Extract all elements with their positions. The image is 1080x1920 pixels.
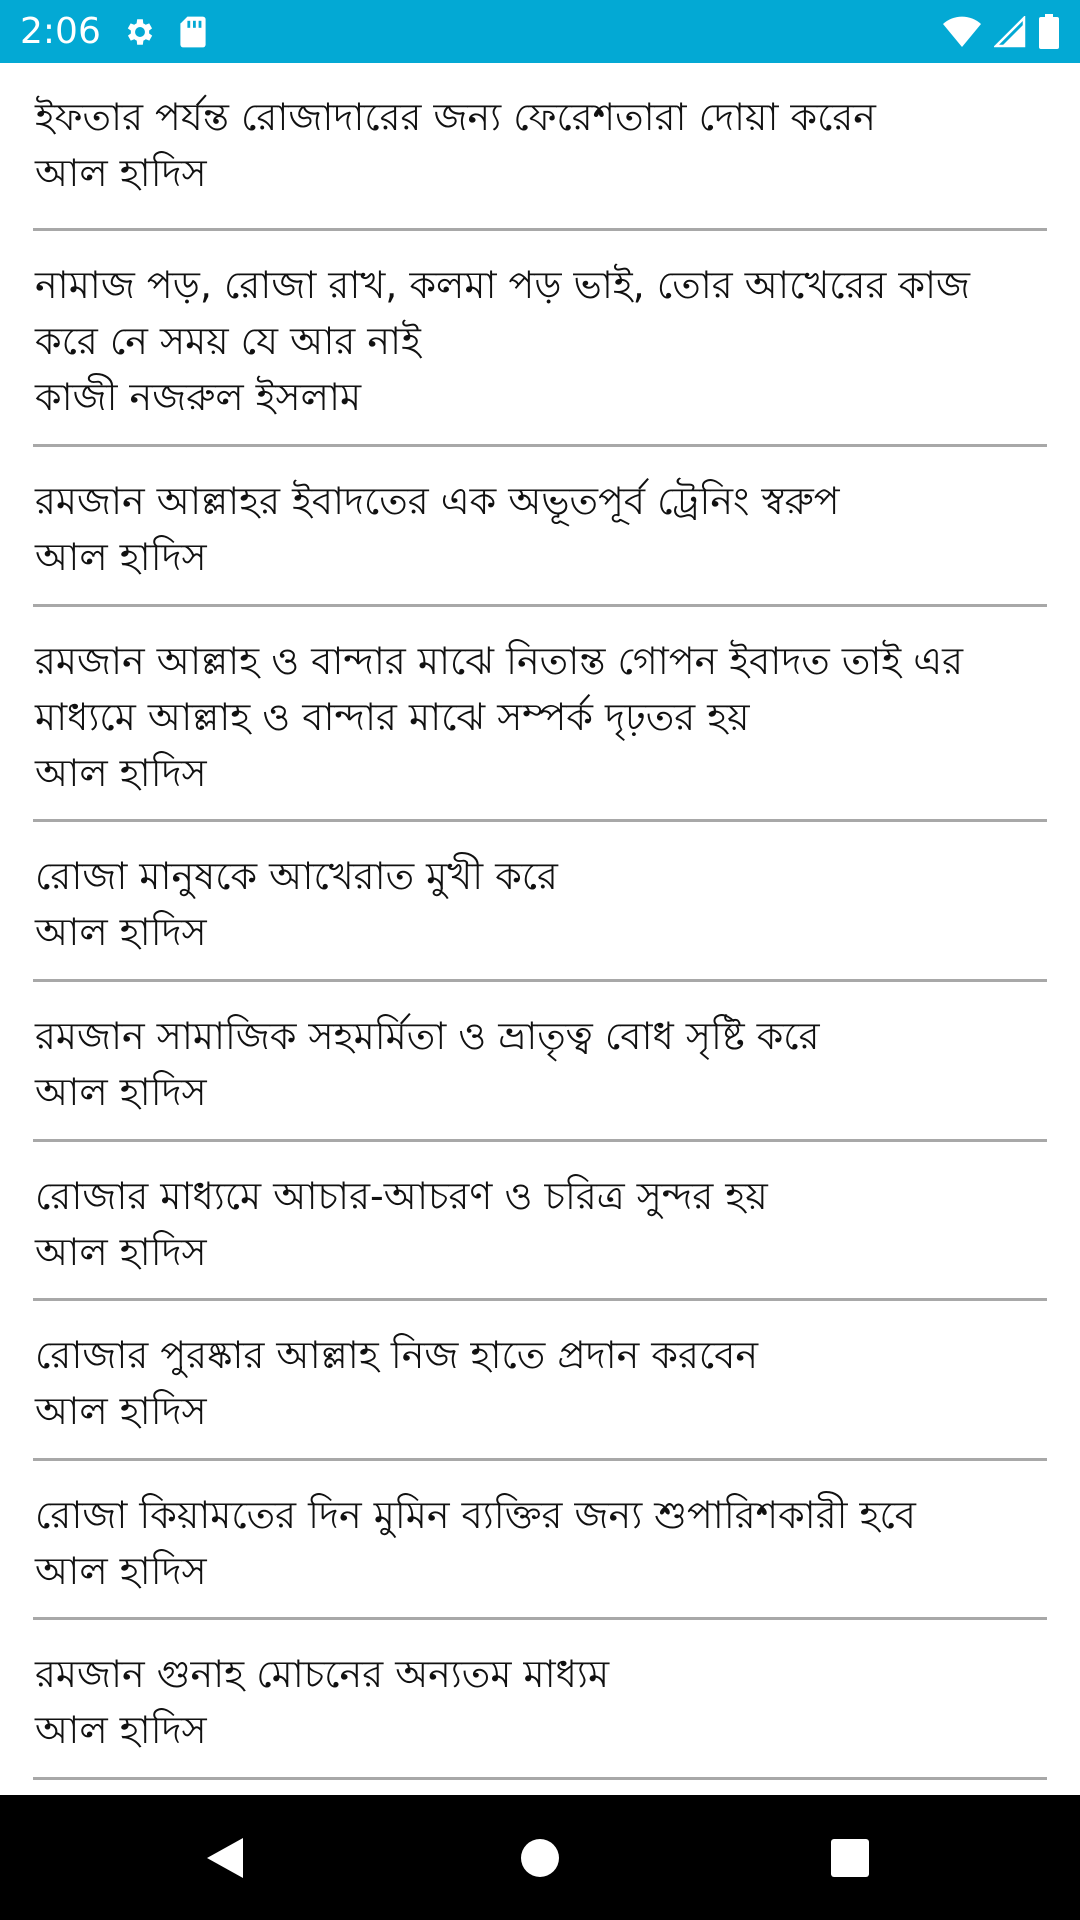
quote-author: কাজী নজরুল ইসলাম — [35, 375, 362, 419]
list-item[interactable] — [33, 607, 1047, 822]
status-left — [20, 0, 229, 63]
status-right — [930, 0, 1060, 63]
home-icon — [519, 1837, 561, 1879]
list-item[interactable] — [33, 1620, 1047, 1780]
list-item[interactable] — [33, 982, 1047, 1142]
list-item[interactable] — [33, 447, 1047, 607]
quote-author: আল হাদিস — [35, 1549, 207, 1593]
recents-button[interactable] — [780, 1795, 920, 1920]
quote-text: রোজার মাধ্যমে আচার-আচরণ ও চরিত্র সুন্দর হয় — [35, 1174, 768, 1218]
quote-author: আল হাদিস — [35, 1070, 207, 1114]
list-item[interactable] — [33, 231, 1047, 447]
quote-author: আল হাদিস — [35, 1389, 207, 1433]
quote-text: ইফতার পর্যন্ত রোজাদারের জন্য ফেরেশতারা দোয়া করেন — [35, 95, 876, 139]
wifi-icon — [942, 0, 982, 63]
quote-author: আল হাদিস — [35, 151, 207, 195]
list-item[interactable] — [33, 822, 1047, 982]
quote-text: রোজা মানুষকে আখেরাত মুখী করে — [35, 854, 558, 898]
quote-author: আল হাদিস — [35, 535, 207, 579]
back-button[interactable] — [155, 1795, 295, 1920]
home-button[interactable] — [470, 1795, 610, 1920]
battery-icon — [1038, 0, 1060, 63]
quote-text: রমজান আল্লাহর ইবাদতের এক অভূতপূর্ব ট্রেনিং স্বরুপ — [35, 479, 840, 523]
quote-text: রোজার পুরষ্কার আল্লাহ নিজ হাতে প্রদান করবেন — [35, 1333, 759, 1377]
quote-text: রমজান আল্লাহ ও বান্দার মাঝে নিতান্ত গোপন ইবাদত তাই এর মাধ্যমে আল্লাহ ও বান্দার মাঝে সম্পর্ক দৃঢ়তর হয় — [35, 639, 964, 739]
navigation-bar — [0, 1795, 1080, 1920]
signal-icon — [994, 0, 1026, 63]
quote-author: আল হাদিস — [35, 910, 207, 954]
quote-text: রমজান গুনাহ মোচনের অন্যতম মাধ্যম — [35, 1652, 610, 1696]
quote-list[interactable] — [0, 63, 1080, 1795]
sd-card-icon — [179, 0, 207, 63]
list-item[interactable] — [33, 1301, 1047, 1461]
status-bar — [0, 0, 1080, 63]
quote-text: নামাজ পড়, রোজা রাখ, কলমা পড় ভাই, তোর আখেরের কাজ করে নে সময় যে আর নাই — [35, 263, 971, 363]
quote-text: রোজা কিয়ামতের দিন মুমিন ব্যক্তির জন্য শুপারিশকারী হবে — [35, 1493, 916, 1537]
quote-author: আল হাদিস — [35, 1230, 207, 1274]
recents-icon — [829, 1837, 871, 1879]
back-icon — [203, 1834, 247, 1882]
gear-icon — [123, 0, 157, 63]
status-time: 2:06 — [20, 11, 101, 52]
quote-author: আল হাদিস — [35, 751, 207, 795]
list-item[interactable] — [33, 1461, 1047, 1620]
quote-text: রমজান সামাজিক সহমর্মিতা ও ভ্রাতৃত্ব বোধ সৃষ্টি করে — [35, 1014, 820, 1058]
list-item[interactable] — [33, 63, 1047, 231]
quote-author: আল হাদিস — [35, 1708, 207, 1752]
list-item[interactable] — [33, 1142, 1047, 1301]
